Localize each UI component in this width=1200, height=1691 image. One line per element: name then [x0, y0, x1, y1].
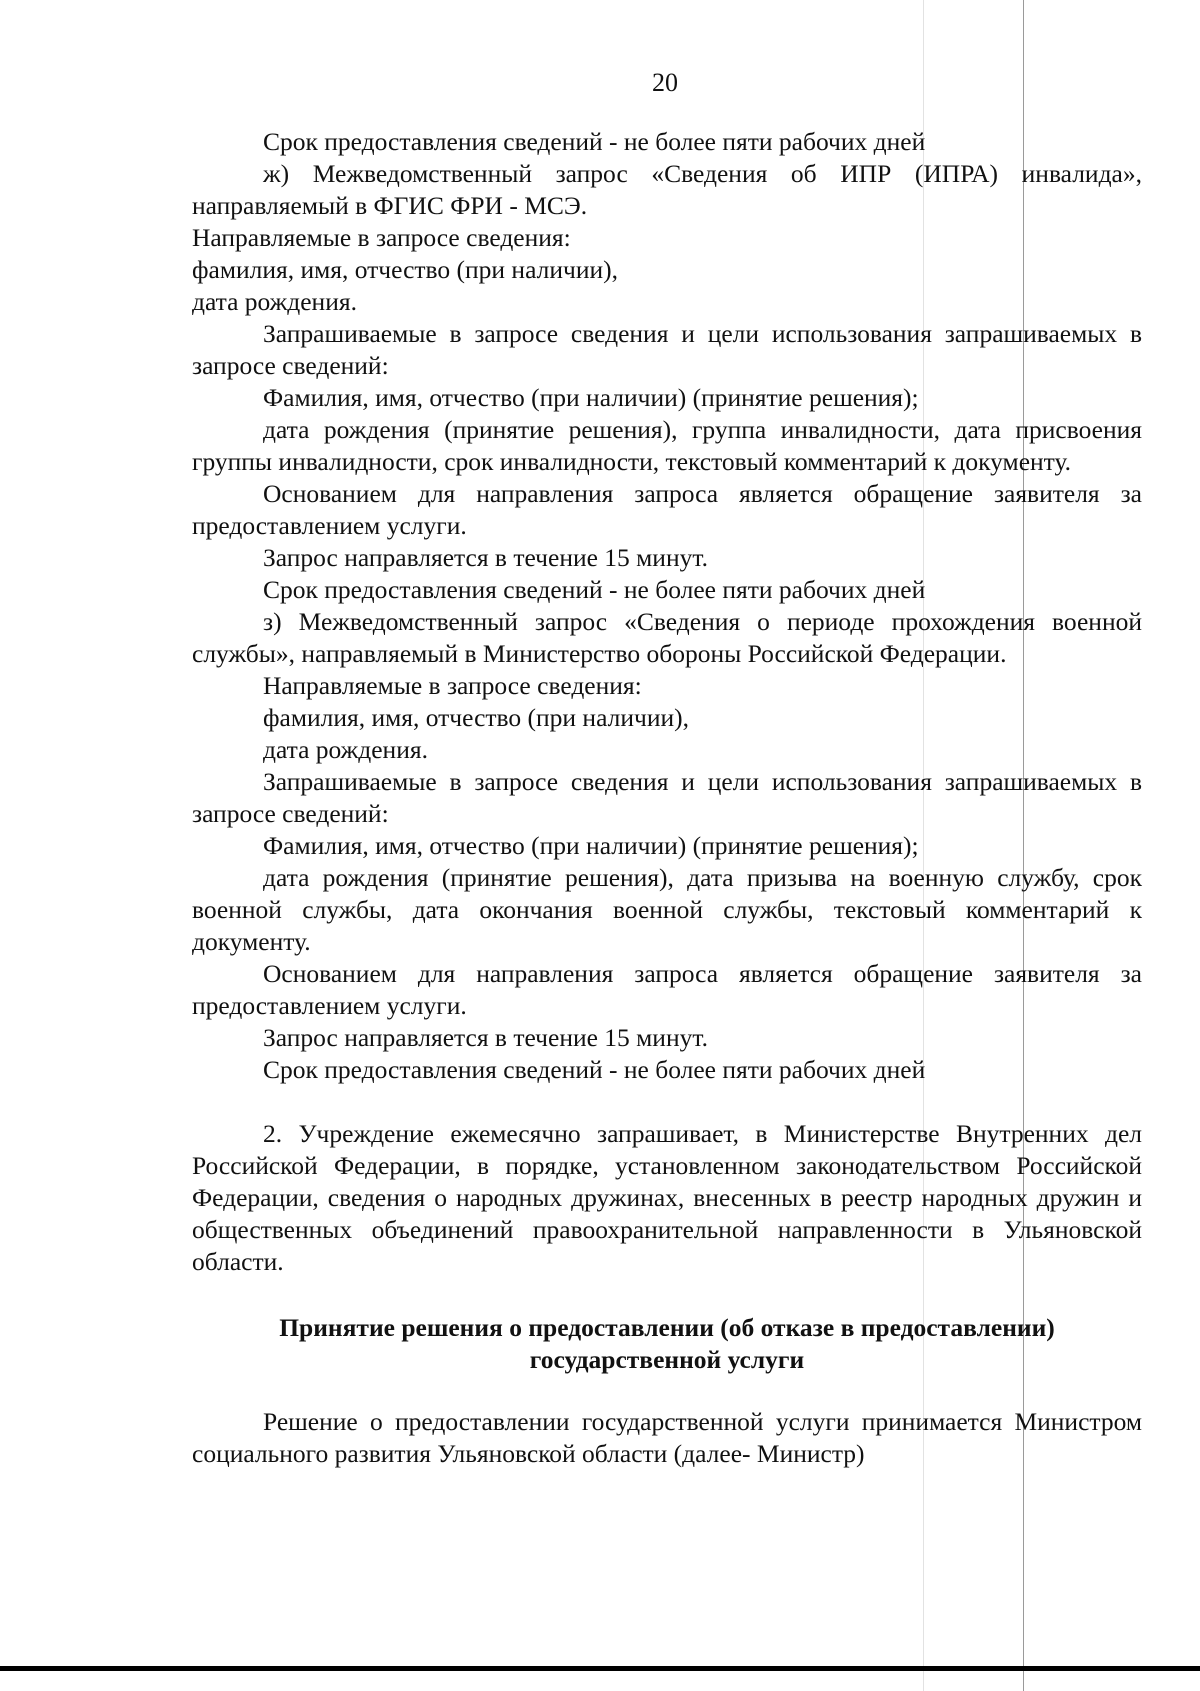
paragraph: Срок предоставления сведений - не более пяти рабочих дней [263, 1055, 926, 1084]
paragraph: фамилия, имя, отчество (при наличии), [192, 255, 618, 284]
scan-bottom-edge [0, 1666, 1200, 1671]
paragraph: фамилия, имя, отчество (при наличии), [263, 703, 689, 732]
paragraph: Направляемые в запросе сведения: [192, 223, 571, 252]
section-heading-line: государственной услуги [529, 1345, 805, 1374]
section-heading-line: Принятие решения о предоставлении (об отказе в предоставлении) [279, 1313, 1055, 1342]
paragraph: дата рождения. [192, 287, 357, 316]
paragraph: Запрашиваемые в запросе сведения и цели использования запрашиваемых в запросе сведений: [192, 767, 1142, 828]
paragraph: Решение о предоставлении государственной услуги принимается Министром социального развития Ульяновской области (далее- Министр) [192, 1407, 1142, 1468]
paragraph: Запрашиваемые в запросе сведения и цели использования запрашиваемых в запросе сведений: [192, 319, 1142, 380]
paragraph: Срок предоставления сведений - не более пяти рабочих дней [263, 127, 926, 156]
paragraph: Срок предоставления сведений - не более пяти рабочих дней [263, 575, 926, 604]
paragraph: ж) Межведомственный запрос «Сведения об ИПР (ИПРА) инвалида», направляемый в ФГИС ФРИ - МСЭ. [192, 159, 1142, 220]
paragraph: Основанием для направления запроса является обращение заявителя за предоставлением услуги. [192, 479, 1142, 540]
paragraph: Основанием для направления запроса является обращение заявителя за предоставлением услуги. [192, 959, 1142, 1020]
paragraph: Запрос направляется в течение 15 минут. [263, 543, 708, 572]
paragraph: з) Межведомственный запрос «Сведения о периоде прохождения военной службы», направляемый в Министерство обороны Российской Федерации. [192, 607, 1142, 668]
section-heading [192, 1312, 1142, 1376]
paragraph: дата рождения (принятие решения), дата призыва на военную службу, срок военной службы, дата окончания военной службы, текстовый комментарий к документу. [192, 863, 1142, 956]
document-body [192, 126, 1142, 1470]
paragraph: Направляемые в запросе сведения: [263, 671, 642, 700]
paragraph: дата рождения. [263, 735, 428, 764]
paragraph: Фамилия, имя, отчество (при наличии) (принятие решения); [263, 383, 919, 412]
page-number: 20 [652, 68, 678, 97]
paragraph: 2. Учреждение ежемесячно запрашивает, в Министерстве Внутренних дел Российской Федерации, в порядке, установленном законодательством Российской Федерации, сведения о народных дружинах, внесенных в реестр народных дружин и общественных объединений правоохранительной направленности в Ульяновской области. [192, 1119, 1142, 1276]
paragraph: Фамилия, имя, отчество (при наличии) (принятие решения); [263, 831, 919, 860]
paragraph: Запрос направляется в течение 15 минут. [263, 1023, 708, 1052]
paragraph: дата рождения (принятие решения), группа инвалидности, дата присвоения группы инвалидности, срок инвалидности, текстовый комментарий к документу. [192, 415, 1142, 476]
